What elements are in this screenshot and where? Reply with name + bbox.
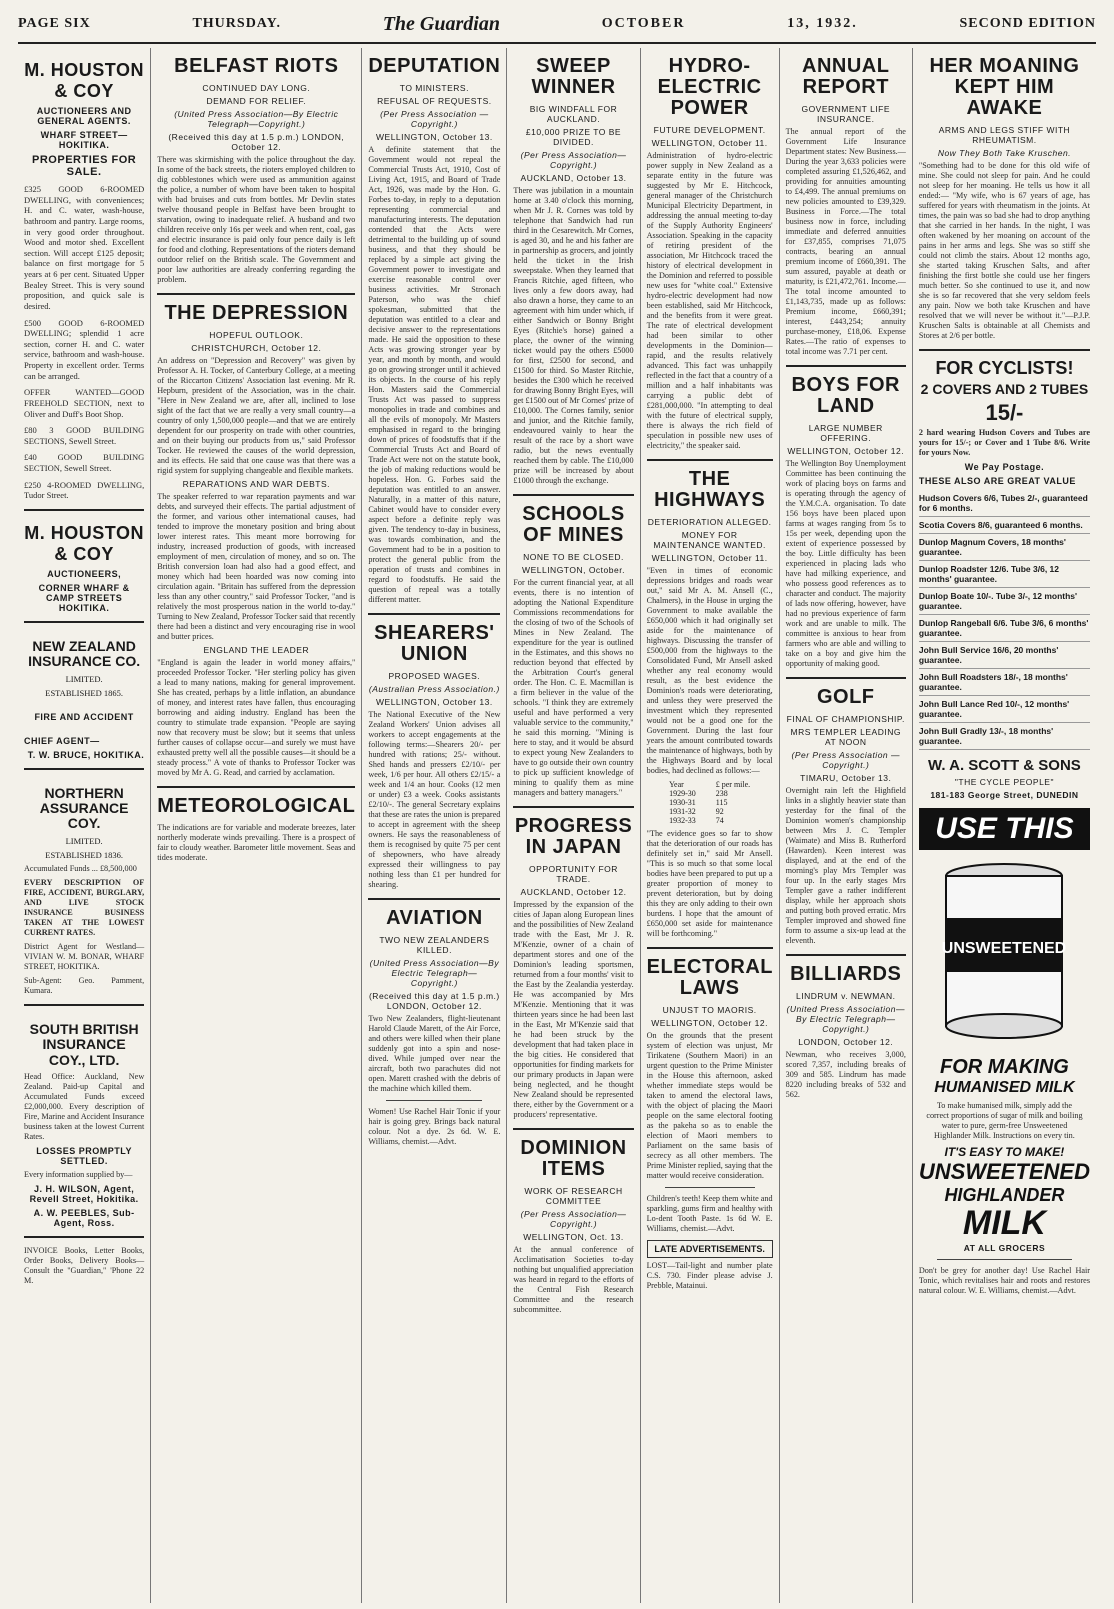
- article-body: There was jubilation in a mountain home at 3.40 o'clock this morning, when Mr J. R. Cornes was told by telephone that Sandwich had run third in the Cesarewitch. Mr Cornes, is aged 30, and he and his father are in partnership as grocers, and jointly held the ticket in the Irish sweepstake. When they learned that Francis Ritchie, aged fifteen, who lives only a few doors away, had also drawn a horse, they came to an agreement with him under which, if either Sandwich or Bonny Bright Eyes (Ritchie's horse) gained a place, the owner of the winning ticket would pay the others £5000 for first, £2500 for second, and £1500 for third. So Master Ritchie, besides the £300 which he received for drawing Bonny Bright Eyes, will get £1500 out of Mr Cornes' prize of £10,000. The Cornes family, senior and junior, and the Ritchie family, endeavoured vainly to hear the result of the race by a short wave radio, but the news eventually reached them by cable. The £10,000 prize will be increased by about £1000 through the exchange.: [513, 186, 634, 485]
- divider: [368, 613, 500, 615]
- headline: ANNUAL REPORT: [802, 55, 890, 98]
- firm-name: M. HOUSTON & COY: [24, 522, 144, 564]
- list-item: Scotia Covers 8/6, guaranteed 6 months.: [919, 517, 1090, 534]
- list-item: Dunlop Roadster 12/6. Tube 3/6, 12 months' guarantee.: [919, 561, 1090, 588]
- credit-line: (Per Press Association — Copyright.): [380, 109, 489, 129]
- divider: [647, 459, 773, 461]
- property-listing: £80 3 GOOD BUILDING SECTIONS, Sewell Street.: [24, 425, 145, 446]
- headline: DEPUTATION: [368, 55, 501, 77]
- subheading: CONTINUED DAY LONG.: [202, 83, 311, 93]
- headline: SHEARERS' UNION: [374, 622, 495, 665]
- dateline: AUCKLAND, October 12.: [520, 887, 627, 897]
- dateline: LONDON, October 12.: [798, 1037, 894, 1047]
- divider: [665, 1187, 755, 1188]
- subheading: MRS TEMPLER LEADING AT NOON: [790, 727, 901, 747]
- headline: METEOROLOGICAL: [157, 795, 356, 817]
- divider: [919, 349, 1090, 351]
- article-body: Impressed by the expansion of the cities of Japan along European lines and the possibilities of New Zealand trade with the East, Mr J. R. M'Kenzie, owner of a chain of department stores and one of the Dominion's leading sportsmen, returned from a four months' visit to the East by the Zealandia yesterday. He was accompanied by Mrs M'Kenzie. Mentioning that it was thirteen years since he had been last in the East, Mr M'Kenzie said that he had been struck by the development that had taken place in the big cities. He considered that opportunities for finding markets for our primary products in Japan were being neglected, and he thought New Zealand should be represented there, either by the Government or a producers' representative.: [513, 900, 634, 1119]
- dateline: WELLINGTON, October.: [522, 565, 625, 575]
- headline: HER MOANING KEPT HIM AWAKE: [929, 55, 1080, 119]
- use-this-banner: USE THIS: [919, 808, 1090, 850]
- table-cell-value: 238: [715, 789, 728, 798]
- properties-heading: PROPERTIES FOR SALE.: [32, 154, 137, 178]
- advertisement: Children's teeth! Keep them white and sparkling, gums firm and healthy with Lo-dent Tooth Paste. 1s 6d W. E. Williams, chemist.—Advt.: [646, 1194, 773, 1233]
- firm-subtitle: AUCTIONEERS,: [47, 568, 122, 579]
- column-3: [362, 48, 507, 1603]
- divider: [786, 677, 906, 679]
- divider: [24, 1236, 144, 1238]
- subheading: FINAL OF CHAMPIONSHIP.: [786, 714, 905, 724]
- cyclists-price: 15/-: [985, 399, 1024, 425]
- headline: SWEEP WINNER: [531, 55, 616, 98]
- headline: ELECTORAL LAWS: [646, 956, 773, 999]
- subheading: PROPOSED WAGES.: [388, 671, 481, 681]
- insurer-agent-name: T. W. BRUCE, HOKITIKA.: [27, 749, 145, 760]
- subheading: REFUSAL OF REQUESTS.: [377, 96, 492, 106]
- divider: [513, 1128, 633, 1130]
- table-cell-value: 74: [715, 816, 724, 825]
- masthead-date: 13, 1932.: [787, 16, 858, 31]
- headline: HYDRO-ELECTRIC POWER: [657, 55, 762, 119]
- subheading: FUTURE DEVELOPMENT.: [653, 125, 766, 135]
- firm-address: CORNER WHARF & CAMP STREETS HOKITIKA.: [38, 582, 130, 613]
- article-body: The National Executive of the New Zealand Workers' Union advises all workers to accept engagements at the following terms:—Shearers 20/- per hundred with rations; 25/- without. Shed hands and pressers £2/10/- per week, 1/6 per hour. All others £2/15/- a week and 1/4 an hour. Cooks (12 men or under) £3 a week. Cooks assistants £2/10/-. The general Secretary explains that these are rates the union is prepared to accept in agreement with the sheep owners. He says the reasonableness of them is recognised by quite 75 per cent of shepowners, who have already expressed their willingness to pay nothing less than £1 per hundred for shearing.: [368, 710, 501, 889]
- cyclists-subheading: 2 COVERS AND 2 TUBES: [920, 380, 1089, 397]
- credit-line: (Australian Press Association.): [368, 684, 500, 694]
- article-body: The annual report of the Government Life Insurance Department states: New Business.—During the year 3,633 policies were completed assuring £1,526,462, and providing for annuities amounting to £4,499. The annual premiums on new policies amounted to £39,329. Business in Force.—The total business now in force, including immediate and deferred annuities for £37,855, comprises 71,075 contracts, bearing an annual premium income of £660,391. The sum assured, payable at death or maturity, is £21,472,761. Income.—The total income amounted to £1,143,735, made up as follows: Premium income, £660,391; interest, £443,254; annuity purchase-money, £18,06. Expense Rates.—The ratio of expenses to total income was 7.71 per cent.: [785, 127, 906, 356]
- milk-body: To make humanised milk, simply add the correct proportions of sugar of milk and boiling water to pure, germ-free Unsweetened Highlander Milk. Instructions on every tin.: [926, 1101, 1083, 1141]
- subheading: NONE TO BE CLOSED.: [523, 552, 624, 562]
- list-item: Dunlop Magnum Covers, 18 months' guarantee.: [919, 534, 1090, 561]
- subheading: REPARATIONS AND WAR DEBTS.: [182, 479, 331, 489]
- insurer-losses: LOSSES PROMPTLY SETTLED.: [36, 1146, 132, 1166]
- retailer-name: W. A. SCOTT & SONS: [928, 756, 1081, 774]
- insurer-name: NEW ZEALAND INSURANCE CO.: [28, 637, 141, 670]
- insurer-established: ESTABLISHED 1836.: [45, 849, 123, 860]
- page-label: PAGE SIX: [18, 16, 91, 31]
- insurer-office: Head Office: Auckland, New Zealand. Paid-up Capital and Accumulated Funds exceed £2,000,000. Every description of Fire, Marine and Accident Insurance business taken at the lowest Current Rates.: [24, 1072, 145, 1141]
- insurer-agent: J. H. WILSON, Agent, Revell Street, Hokitika.: [29, 1184, 139, 1204]
- table-header-year: Year: [669, 780, 684, 789]
- divider: [386, 1100, 482, 1101]
- credit-line: (Per Press Association — Copyright.): [791, 750, 901, 770]
- retailer-tagline: "THE CYCLE PEOPLE": [954, 777, 1054, 788]
- dateline: WELLINGTON, Oct. 13.: [523, 1232, 624, 1242]
- milk-tin-image: [929, 858, 1079, 1048]
- headline: PROGRESS IN JAPAN: [514, 815, 633, 858]
- column-5: [641, 48, 780, 1603]
- divider: [368, 898, 500, 900]
- list-item: Dunlop Rangeball 6/6. Tube 3/6, 6 months' guarantee.: [919, 615, 1090, 642]
- property-listing: £40 GOOD BUILDING SECTION, Sewell Street.: [24, 452, 145, 473]
- dateline: AUCKLAND, October 13.: [520, 173, 627, 183]
- article-body: "Even in times of economic depressions bridges and roads wear out," said Mr A. M. Ansell (C., Chalmers), in the House in urging the Government to make available the £650,000 which it had originally set aside for the maintenance of highways. Discussing the transfer of £500,000 from the highways to the Consolidated Fund, Mr Ansell asked whether any real economy would result, as the best evidence the Dominion's roads were deteriorating, and unless they were preserved the investment which they represented would not be a good one for the Government. During the last four years the amount contributed towards the maintenance of highways, both by the Highways Board and by local bodies, had declined as follows:—: [646, 566, 773, 775]
- divider: [786, 365, 906, 367]
- list-item: John Bull Gradly 13/-, 18 months' guarantee.: [919, 723, 1090, 750]
- article-body: At the annual conference of Acclimatisation Societies to-day nothing but unqualified appreciation was heard in regard to the efforts of the Central Fish Research Committee and the research subcommittee.: [513, 1245, 634, 1314]
- insurer-subagent: A. W. PEEBLES, Sub-Agent, Ross.: [33, 1208, 135, 1228]
- article-body: The speaker referred to war reparation payments and war debts, and surveyed their effects. The partial adjustment of the former, and various other international causes, had tended to improve the monetary position and bring about lower interest rates. This meant more borrowing for industry, increased production of goods, with increased employment of men, circulation of money, and so on. The British conversion loan had also had a good effect, and money which had been hoarded was now coming into circulation again. "Britain has suffered from the depression less than any other country," said Professor Tocker, "and is relatively the most prosperous nation in the world to-day." Turning to New Zealand, Professor Tocker said that recently there had been a distinct and very encouraging rise in wool and butter prices.: [157, 492, 356, 641]
- cyclists-heading: FOR CYCLISTS!: [935, 358, 1074, 378]
- table-cell-year: 1929-30: [669, 789, 696, 798]
- table-row: [659, 816, 760, 825]
- headline: BILLIARDS: [790, 963, 902, 985]
- headline: THE HIGHWAYS: [654, 468, 766, 511]
- tin-icon: [929, 858, 1079, 1048]
- credit-line: (United Press Association—By Electric Telegraph—Copyright.): [174, 109, 339, 129]
- credit-line: (United Press Association—By Electric Telegraph—Copyright.): [369, 958, 500, 988]
- property-listing: £250 4-ROOMED DWELLING, Tudor Street.: [24, 479, 145, 501]
- headline: BELFAST RIOTS: [174, 55, 339, 77]
- divider: [786, 954, 906, 956]
- subheading: LINDRUM v. NEWMAN.: [795, 991, 896, 1001]
- cyclists-body: 2 hard wearing Hudson Covers and Tubes are yours for 15/-; or Cover and 1 Tube 8/6. Write for yours Now.: [918, 427, 1090, 457]
- subheading: OPPORTUNITY FOR TRADE.: [529, 864, 618, 884]
- firm-name: M. HOUSTON & COY: [24, 60, 144, 101]
- subheading: WORK OF RESEARCH COMMITTEE: [524, 1186, 623, 1206]
- maintenance-table: [659, 780, 760, 825]
- insurer-description: EVERY DESCRIPTION OF FIRE, ACCIDENT, BURGLARY, AND LIVE STOCK INSURANCE BUSINESS TAKEN AT THE LOWEST CURRENT RATES.: [24, 877, 145, 937]
- table-row: [659, 798, 760, 807]
- table-cell-year: 1930-31: [669, 798, 696, 807]
- divider: [24, 621, 144, 623]
- divider: [24, 768, 144, 770]
- subheading: TWO NEW ZEALANDERS KILLED.: [379, 935, 490, 955]
- credit-line: (Per Press Association— Copyright.): [520, 1209, 627, 1229]
- divider: [24, 509, 144, 511]
- article-body: Newman, who receives 3,000, scored 7,357, including breaks of 309 and 585. Lindrum has made 8220 including breaks of 532 and 562.: [785, 1050, 906, 1099]
- list-item: Dunlop Boate 10/-. Tube 3/-, 12 months' guarantee.: [919, 588, 1090, 615]
- divider: [24, 1004, 144, 1006]
- property-listing: OFFER WANTED—GOOD FREEHOLD SECTION, next to Oliver and Duff's Boot Shop.: [24, 387, 145, 419]
- masthead-edition: SECOND EDITION: [959, 16, 1096, 31]
- article-body: The Wellington Boy Unemployment Committee has been continuing the work of placing boys on farms and is operating through the agency of the Y.M.C.A. organisation. To date 156 boys have been placed upon farms at wages ranging from 5s to 15s per week, depending upon the extent of experience possessed by the boy. Little difficulty has been experienced in placing lads who have had milking experience, and who possess good references as to character and conduct. The majority of lads now offering, however, have had no previous experience of farm work and are unable to milk. The committee is anxious to hear from farmers who are able and willing to take on a boy and give him the opportunity of making good.: [785, 459, 906, 668]
- value-list: [919, 490, 1090, 750]
- subheading: £10,000 PRIZE TO BE DIVIDED.: [525, 127, 622, 147]
- dateline: WELLINGTON, October 11.: [651, 553, 768, 563]
- headline: DOMINION ITEMS: [520, 1137, 627, 1180]
- table-cell-year: 1932-33: [669, 816, 696, 825]
- list-item: John Bull Service 16/6, 20 months' guarantee.: [919, 642, 1090, 669]
- table-cell-year: 1931-32: [669, 807, 696, 816]
- article-body: Two New Zealanders, flight-lieutenant Harold Claude Marett, of the Air Force, and others were killed when their plane suddenly got into a spin and nose-dived. While jumped over near the aircraft, both two parachutes did not open. Marett crashed with the debris of the machine which killed them.: [368, 1014, 501, 1093]
- article-body: On the grounds that the present system of election was unjust, Mr Tirikatene (Southern Maori) in an urgent question to the Prime Minister in the House this afternoon, asked whether immediate steps would be taken to amend the electoral laws, with the object of placing the Maori people on the same electoral footing as the pakeha so as to enable the election of Maori members to Parliament on the same basis of secrecy as all other members. The Prime Minister replied, saying that the matter would receive consideration.: [646, 1031, 773, 1180]
- insurer-established: ESTABLISHED 1865.: [45, 687, 123, 698]
- tin-label: UNSWEETENED: [942, 940, 1067, 958]
- article-body: A definite statement that the Government would not repeal the Commercial Trusts Act, 1910, Cost of Living Act, 1915, and Board of Trade Act, 1926, was made by the Hon. G. Forbes to-day, in reply to a deputation representing commercial and manufacturing interests. The deputation contended that the Acts were detrimental to the building up of sound business, and that they should be replaced by a simple act giving the Government power to investigate and exercise reasonable control over business activities. Mr Stronach Paterson, who was the chief spokesman, submitted that the deputation was entitled to a clear and decisive answer to the representations made. He said the opposition to these Acts was growing stronger year by year, and month by month, and would go on growing stronger until it achieved its objects. In the course of his reply Hon. Masters said the Commercial Trusts Act was passed to suppress monopolies in trade and combines and all the evils of monopoly. Mr Masters emphasised in regard to the bringing down of prices of foodstuffs that if the Commercial Trusts Act and Board of Trade Act were not on the statute book, the job of making reductions would be hopeless. Hon. G. Forbes said the deputation was entitled to an answer. Naturally, in a matter of this nature, Cabinet would have to consider every aspect before a definite reply was given. The tendency to-day in business, was towards combination, and the Government had to be in a position to protect the general public from the operation of trusts and combines in regard to foodstuffs. He said the question of repeal was a totally different matter.: [368, 145, 501, 604]
- firm-subtitle: AUCTIONEERS AND GENERAL AGENTS.: [36, 106, 132, 126]
- subheading: DETERIORATION ALLEGED.: [647, 517, 772, 527]
- brand-highlander: HIGHLANDER: [944, 1185, 1065, 1206]
- subheading: BIG WINDFALL FOR AUCKLAND.: [529, 104, 618, 124]
- insurer-info: Every information supplied by—: [24, 1170, 133, 1179]
- property-listing: £325 GOOD 6-ROOMED DWELLING, with conveniences; H. and C. water, wash-house, bathroom and pantry. Large rooms, in very good order throughout. Wood and motor shed. Excellent section. Will accept £125 deposit; balance on first mortgage for 5 years at 6 per cent. Situated Upper Bealey Street. This is very sound proposition, and quick sale is desired.: [24, 184, 145, 311]
- subheading: HOPEFUL OUTLOOK.: [209, 330, 304, 340]
- article-body: Overnight rain left the Highfield links in a slightly heavier state than yesterday for the final of the Dominion women's championship between Mrs J. C. Templer (Waimate) and Miss B. Rutherford (Hawarden). Keen interest was displayed, and at the end of the morning's play Mrs Templer was four up. In the early stages Mrs Templer gave a rather indifferent display, while her approach shots and putting both proved erratic. Mrs Templer improved and showed fine form to assume a six-up lead at the eleventh.: [785, 786, 906, 945]
- subheading: MONEY FOR MAINTENANCE WANTED.: [653, 530, 766, 550]
- divider: [513, 494, 633, 496]
- column-4: [507, 48, 640, 1603]
- article-body: "England is again the leader in world money affairs," proceeded Professor Tocker. "Her sterling policy has given a lead to many nations, making for general improvement. She has created, perhaps by a little inflation, an abundance of money, and interest rates have fallen, thus encouraging borrowing and aiding industry. England has been the country to stimulate trade expansion. "People are saying now that recovery must be slow; but it seems that unless further causes of collapse occur—and surely we must have exhausted pretty well all the possible causes—it should be a steady process." A vote of thanks to Professor Tocker was moved by Mr A. G. Read, and carried by acclamation.: [157, 658, 356, 777]
- property-listing: £500 GOOD 6-ROOMED DWELLING; splendid 1 acre section, corner H. and C. water service, bathroom and wash-house. Property in excellent order. Terms can be arranged.: [24, 317, 145, 381]
- insurer-subagent: Sub-Agent: Geo. Pamment, Kumara.: [24, 975, 145, 995]
- column-1: [18, 48, 151, 1603]
- list-item: John Bull Roadsters 18/-, 18 months' guarantee.: [919, 669, 1090, 696]
- brand-unsweetened: UNSWEETENED: [918, 1159, 1090, 1185]
- dateline: (Received this day at 1.5 p.m.) LONDON, October 12.: [168, 132, 345, 152]
- article-body: For the current financial year, at all events, there is no intention of adopting the National Expenditure Commissions recommendations for the closing of two of the Schools of Mines in New Zealand. The expenditure for the year is outlined in the Estimates, and this shows no reduction beyond that effected by the Arbitration Court's general order. The Hon. C. E. Macmillan is a firm believer in the value of the schools. "I think they are extremely useful and have performed a very valuable service to the community," he said this morning. "Mining is here to stay, and it would be absurd to expect young New Zealanders to have to go outside their own country to pick up sufficient knowledge of mining to qualify them as mine managers and battery managers.": [513, 578, 634, 797]
- insurer-funds: Accumulated Funds ... £8,500,000: [24, 863, 137, 873]
- easy-slogan: IT'S EASY TO MAKE!: [944, 1145, 1065, 1160]
- dateline: WELLINGTON, October 13.: [376, 697, 493, 707]
- subheading: DEMAND FOR RELIEF.: [206, 96, 307, 106]
- credit-line: (Per Press Association—Copyright.): [520, 150, 627, 170]
- masthead-month: OCTOBER: [601, 16, 686, 31]
- dateline: WELLINGTON, October 12.: [651, 1018, 768, 1028]
- headline: AVIATION: [386, 907, 483, 929]
- insurer-name: NORTHERN ASSURANCE COY.: [39, 784, 129, 832]
- column-7: [913, 48, 1096, 1603]
- subheading: ARMS AND LEGS STIFF WITH RHEUMATISM.: [938, 125, 1071, 145]
- insurer-fire: FIRE AND ACCIDENT: [34, 711, 134, 722]
- dateline: CHRISTCHURCH, October 12.: [191, 343, 322, 353]
- divider: [647, 947, 773, 949]
- dateline: TIMARU, October 13.: [800, 773, 892, 783]
- subheading: UNJUST TO MAORIS.: [662, 1005, 757, 1015]
- late-ads-heading: LATE ADVERTISEMENTS.: [647, 1240, 773, 1258]
- dateline: WELLINGTON, October 12.: [787, 446, 905, 456]
- article-body: The indications are for variable and moderate breezes, later northerly moderate winds prevailing. There is a prospect of fair to cloudy weather. Barometer little movement. Seas and tides moderate.: [157, 823, 356, 862]
- article-body: An address on "Depression and Recovery" was given by Professor A. H. Tocker, of Canterbury College, at a meeting of the Riccarton Citizens' Association last evening. Mr R. Hepburn, president of the Association, was in the chair. "Here in New Zealand we are, after all, inclined to lose sight of the fact that we are really a very small country—a country of only 1,500,000 people—and that we are entirely dependent for our prosperity on trade with other countries, and on their buying our products from us," said Professor Tocker. He reviewed the causes of the world depression, and its effects. He said that one cause was that there was a rigid system for supplying changeable and flexible markets.: [157, 356, 356, 475]
- late-ad: LOST—Tail-light and number plate C.S. 730. Finder please advise J. Prebble, Matainui.: [646, 1261, 773, 1290]
- table-header-value: £ per mile.: [715, 780, 751, 789]
- masthead-title: The Guardian: [382, 12, 500, 35]
- cyclists-postage: We Pay Postage.: [964, 461, 1045, 472]
- subheading: ENGLAND THE LEADER: [203, 645, 310, 655]
- article-body: "The evidence goes so far to show that the deterioration of our roads has definitely set in," said Mr Ansell. "This is so much so that some local bodies have been prepared to put up a greater proportion of money to prevent deterioration, but by doing this they are only adding to their own burdens. I hope that the amount of £650,000 set aside for maintenance will be forthcoming.": [646, 829, 773, 938]
- insurer-ltd: LIMITED.: [65, 835, 103, 846]
- insurer-ltd: LIMITED.: [65, 673, 103, 684]
- table-row: [659, 807, 760, 816]
- column-6: [780, 48, 913, 1603]
- humanised-milk: HUMANISED MILK: [934, 1079, 1075, 1097]
- at-all-grocers: AT ALL GROCERS: [963, 1243, 1046, 1254]
- table-row: [659, 789, 760, 798]
- for-making: FOR MAKING: [939, 1056, 1069, 1079]
- divider: [157, 786, 355, 788]
- headline: THE DEPRESSION: [164, 302, 349, 324]
- advertisement: Women! Use Rachel Hair Tonic if your hair is going grey. Brings back natural colour. Not a dye. 2s 6d. W. E. Williams, chemist.—Advt.: [368, 1107, 501, 1146]
- invoice-ad: INVOICE Books, Letter Books, Order Books, Delivery Books—Consult the "Guardian," 'Phone 22 M.: [24, 1246, 145, 1285]
- headline: BOYS FOR LAND: [791, 374, 900, 417]
- dateline: WELLINGTON, October 11.: [651, 138, 768, 148]
- retailer-address: 181-183 George Street, DUNEDIN: [930, 790, 1079, 801]
- column-2: [151, 48, 362, 1603]
- table-cell-value: 92: [715, 807, 724, 816]
- subheading: TO MINISTERS.: [399, 83, 469, 93]
- value-list-heading: THESE ALSO ARE GREAT VALUE: [918, 475, 1076, 486]
- divider: [937, 1259, 1072, 1260]
- masthead: [18, 6, 1096, 44]
- dateline: WELLINGTON, October 13.: [376, 132, 493, 142]
- insurer-name: SOUTH BRITISH INSURANCE COY., LTD.: [29, 1020, 139, 1068]
- dateline: (Received this day at 1.5 p.m.) LONDON, October 12.: [368, 991, 500, 1011]
- insurer-agent-label: CHIEF AGENT—: [24, 735, 100, 746]
- divider: [157, 293, 355, 295]
- table-header: [659, 780, 760, 789]
- divider: [513, 806, 633, 808]
- subheading: Now They Both Take Kruschen.: [937, 148, 1072, 158]
- table-cell-value: 115: [715, 798, 728, 807]
- advertisement: Don't be grey for another day! Use Rachel Hair Tonic, which revitalises hair and roots and restores natural colour. W. E. Williams, chemist.—Advt.: [918, 1266, 1090, 1296]
- list-item: John Bull Lance Red 10/-, 12 months' guarantee.: [919, 696, 1090, 723]
- article-body: There was skirmishing with the police throughout the day. In some of the back streets, the rioters employed children to dig cobblestones which were used as ammunition against the police, a number of whom have been taken to hospital with bad bruises and cuts from bottles. Mr Devlin states twelve thousand people in Belfast have been brought to starvation, owing to inadequate relief. A husband and two children receive only 16s per week and when rent, coal, gas and electric insurance is paid only four pence daily is left for food and clothing. Representations of the rioters demand outdoor relief on the British scale. The Government and poor law authorities are already conferring regarding the problem.: [157, 155, 356, 284]
- article-body: Administration of hydro-electric power supply in New Zealand as a separate entity in the future was suggested by Mr E. Hitchcock, general manager of the Christchurch Municipal Electricity Department, in addressing the annual meeting to-day of the Supply Authority Engineers' Association. Speaking in the capacity of retiring president of the association, Mr Hitchcock traced the history of electrical development in the Dominion and referred to possible new uses for "white coal." Extensive hydro-electric development had now been established, said Mr Hitchcock, and the benefits from it were great. The rate of electrical development had been similar to other developments in the Dominion—rapid, and the results relatively advanced. This fact was unhappily reflected in the fact that a country of a million and a half inhabitants was carrying a public debt of £281,000,000. "In attempting to deal with the future of electrical supply, there is always the rich field of speculation in possible new uses of electricity," the speaker said.: [646, 151, 773, 450]
- subheading: LARGE NUMBER OFFERING.: [808, 423, 883, 443]
- insurer-agent: District Agent for Westland— VIVIAN W. M. BONAR, WHARF STREET, HOKITIKA.: [24, 941, 145, 971]
- masthead-day: THURSDAY.: [192, 16, 281, 31]
- list-item: Hudson Covers 6/6, Tubes 2/-, guaranteed for 6 months.: [919, 490, 1090, 517]
- headline: SCHOOLS OF MINES: [522, 503, 625, 546]
- firm-address: WHARF STREET—HOKITIKA.: [40, 130, 128, 150]
- article-body: "Something had to be done for this old wife of mine. She could not sleep for pain. And he could not sleep for her moaning. He tells us how it all ended:— "My wife, who is 67 years of age, has suffered for years with rheumatism in the joints. At times, the pain was so bad she had to drop anything that she carried in her hands. In the night, I was often wakened by her moaning on account of the pains in her arms and legs. She was so stiff she could not climb the stairs. About 12 months ago, she started taking Kruschen Salts, and after finishing the first bottle she could use her fingers much better. So she continued to use it, and now she is so far recovered that she very seldom feels any pain. Now we both take Kruschen and have resolved that we will never be without it."—P.J.P. Kruschen Salts is obtainable at all Chemists and Stores at 2/6 per bottle.: [918, 161, 1090, 340]
- credit-line: (United Press Association—By Electric Telegraph—Copyright.): [786, 1004, 905, 1034]
- subheading: GOVERNMENT LIFE INSURANCE.: [801, 104, 891, 124]
- brand-milk: MILK: [962, 1204, 1046, 1243]
- headline: GOLF: [816, 686, 875, 708]
